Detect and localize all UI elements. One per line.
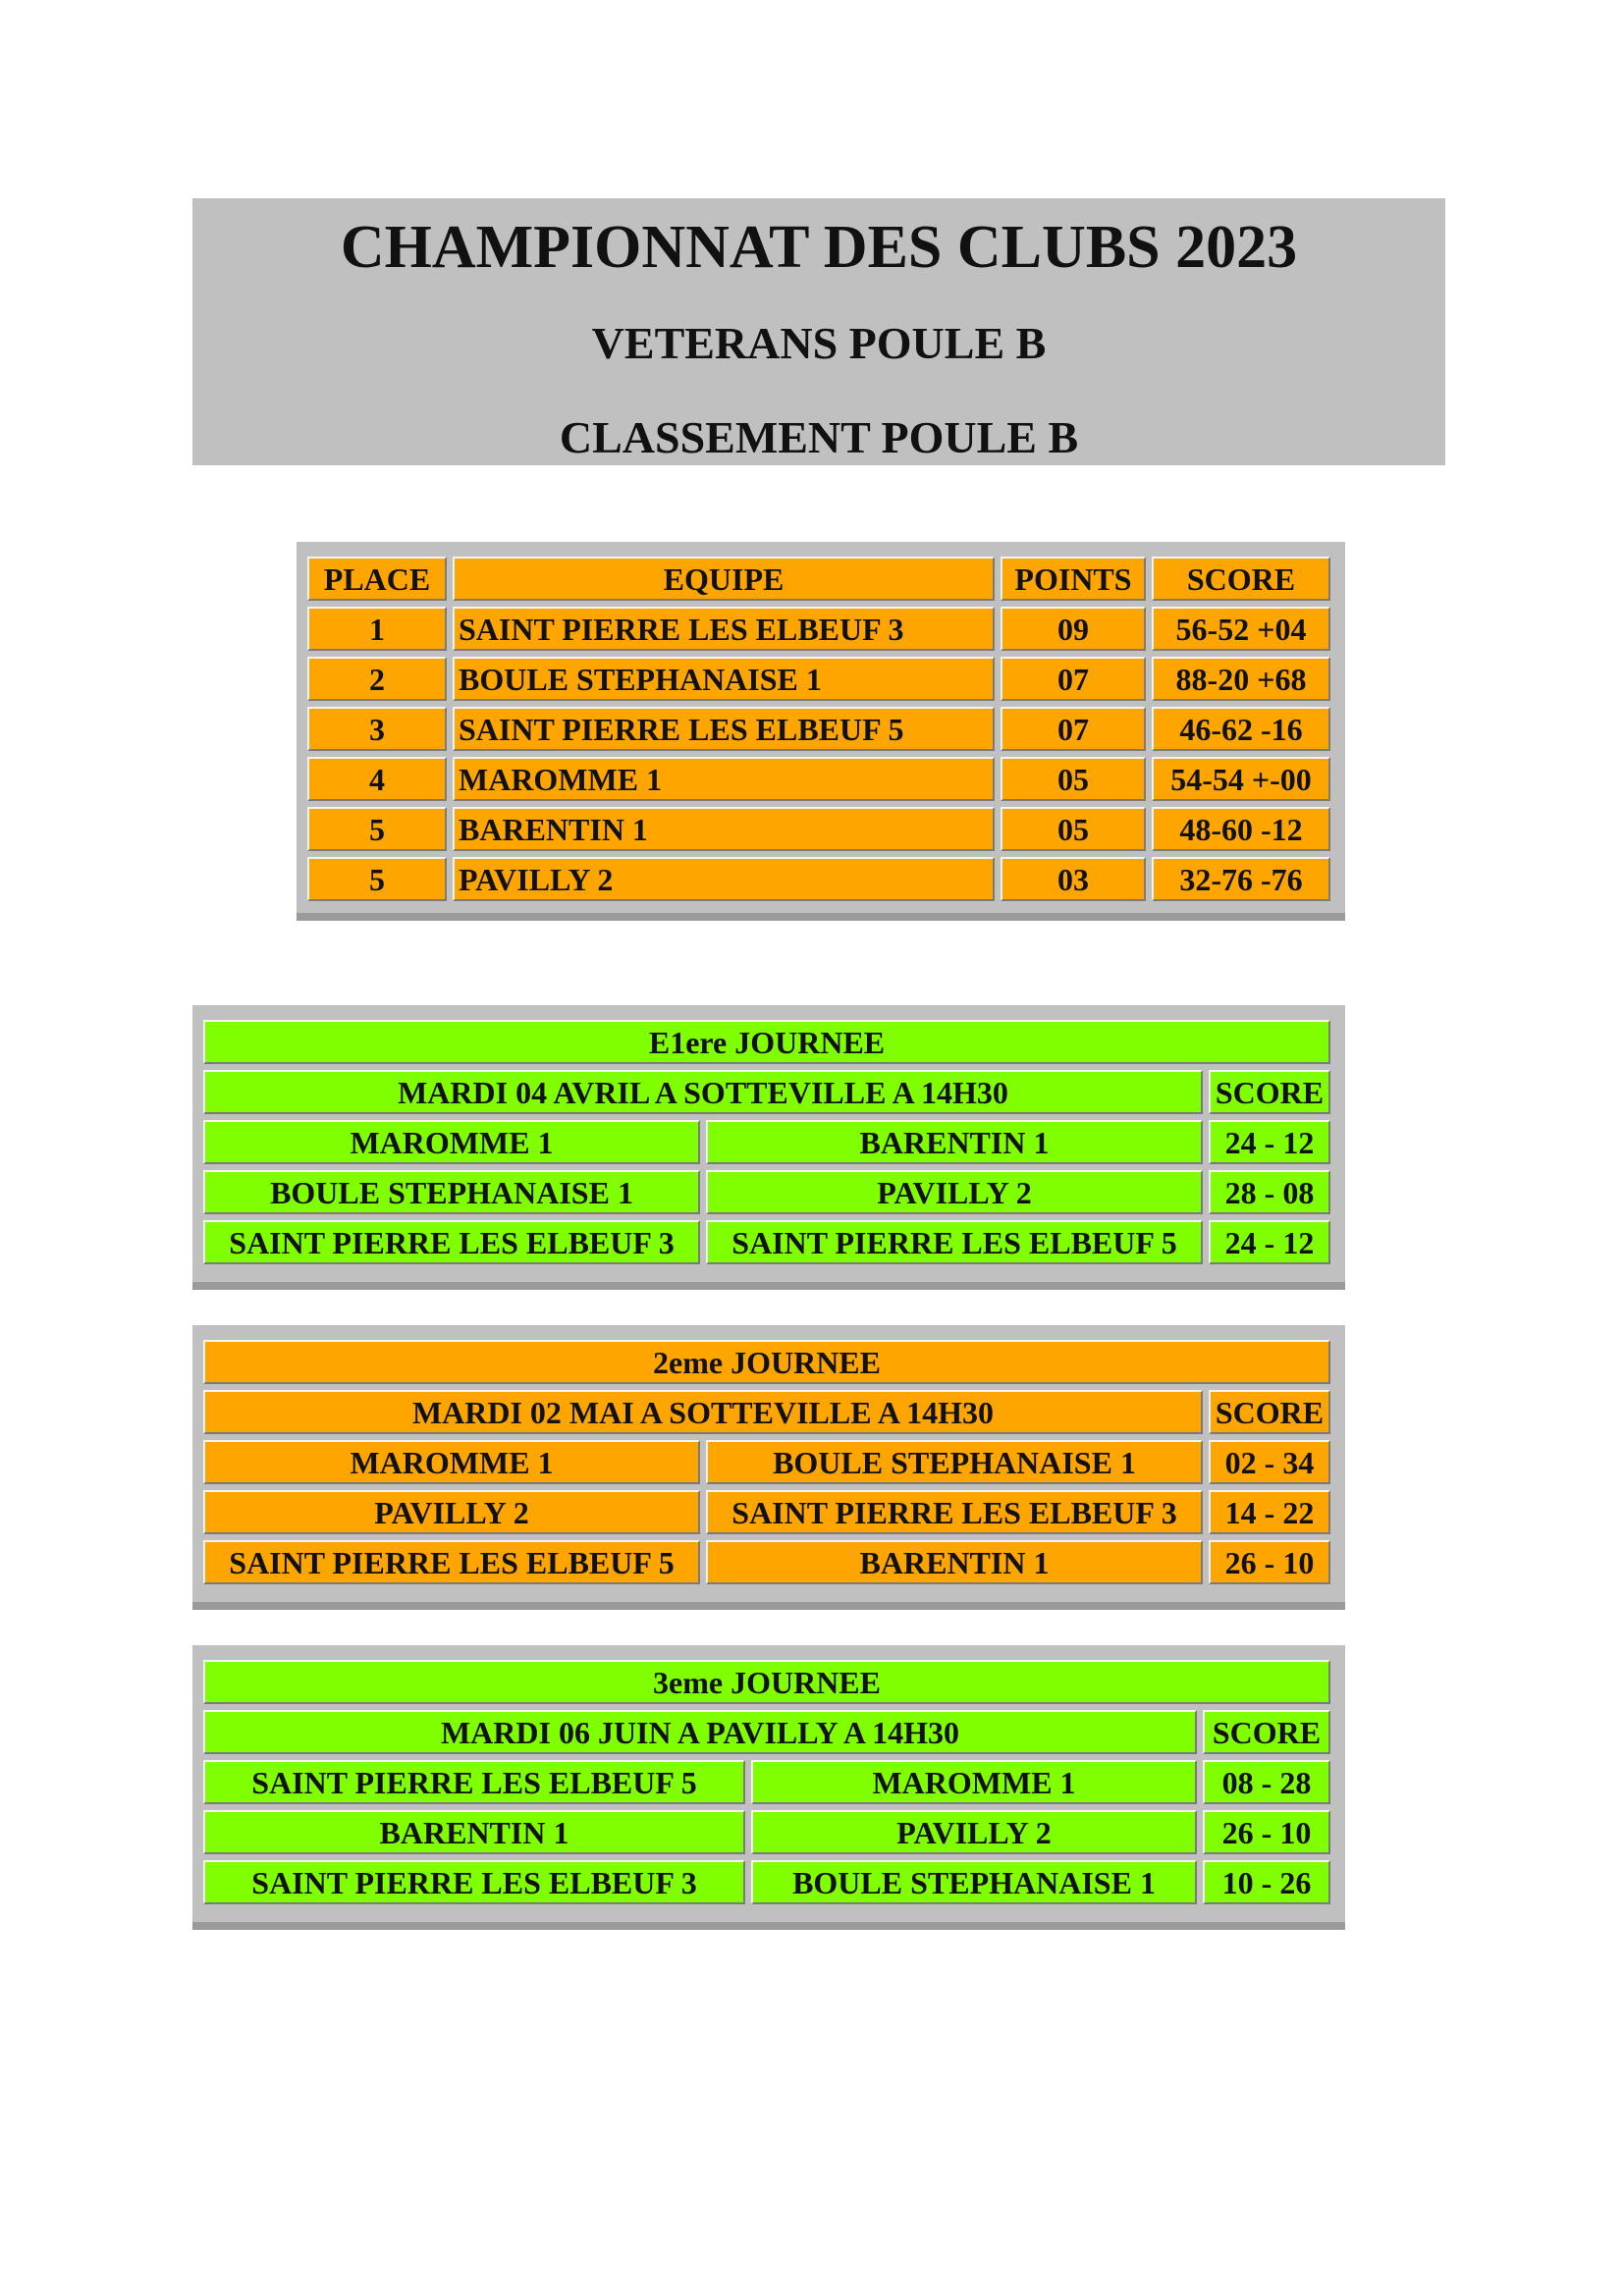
score-cell: 88-20 +68: [1152, 657, 1330, 701]
score-cell: 32-76 -76: [1152, 857, 1330, 901]
round-date: MARDI 04 AVRIL A SOTTEVILLE A 14H30: [203, 1070, 1203, 1114]
match-score: 26 - 10: [1203, 1810, 1330, 1854]
place-cell: 3: [307, 707, 447, 751]
home-team: SAINT PIERRE LES ELBEUF 3: [203, 1220, 700, 1264]
round-title-row: [203, 1020, 1330, 1064]
home-team: MAROMME 1: [203, 1440, 700, 1484]
home-team: PAVILLY 2: [203, 1490, 700, 1534]
round-date: MARDI 02 MAI A SOTTEVILLE A 14H30: [203, 1390, 1203, 1434]
match-row: [203, 1860, 1330, 1904]
points-cell: 09: [1001, 607, 1146, 651]
away-team: SAINT PIERRE LES ELBEUF 3: [706, 1490, 1203, 1534]
home-team: BOULE STEPHANAISE 1: [203, 1170, 700, 1214]
table-row: [307, 707, 1330, 751]
points-cell: 07: [1001, 707, 1146, 751]
table-row: [307, 807, 1330, 851]
away-team: PAVILLY 2: [751, 1810, 1197, 1854]
team-cell: PAVILLY 2: [453, 857, 995, 901]
round-date-row: [203, 1390, 1330, 1434]
round-1-table: [197, 1014, 1336, 1270]
away-team: PAVILLY 2: [706, 1170, 1203, 1214]
round-date: MARDI 06 JUIN A PAVILLY A 14H30: [203, 1710, 1197, 1754]
round-title-row: [203, 1340, 1330, 1384]
away-team: SAINT PIERRE LES ELBEUF 5: [706, 1220, 1203, 1264]
round-title: E1ere JOURNEE: [203, 1020, 1330, 1064]
match-score: 24 - 12: [1209, 1120, 1330, 1164]
round-date-row: [203, 1710, 1330, 1754]
match-row: [203, 1490, 1330, 1534]
away-team: MAROMME 1: [751, 1760, 1197, 1804]
match-row: [203, 1170, 1330, 1214]
home-team: SAINT PIERRE LES ELBEUF 5: [203, 1760, 745, 1804]
score-header: SCORE: [1209, 1070, 1330, 1114]
team-cell: BARENTIN 1: [453, 807, 995, 851]
page-title: CHAMPIONNAT DES CLUBS 2023: [340, 214, 1298, 281]
round-title: 2eme JOURNEE: [203, 1340, 1330, 1384]
table-row: [307, 757, 1330, 801]
round-title-row: [203, 1660, 1330, 1704]
match-row: [203, 1220, 1330, 1264]
table-row: [307, 857, 1330, 901]
away-team: BOULE STEPHANAISE 1: [706, 1440, 1203, 1484]
home-team: SAINT PIERRE LES ELBEUF 5: [203, 1540, 700, 1584]
points-cell: 07: [1001, 657, 1146, 701]
column-header-points: POINTS: [1001, 557, 1146, 601]
match-score: 10 - 26: [1203, 1860, 1330, 1904]
score-header: SCORE: [1203, 1710, 1330, 1754]
column-header-team: EQUIPE: [453, 557, 995, 601]
team-cell: MAROMME 1: [453, 757, 995, 801]
match-row: [203, 1760, 1330, 1804]
match-score: 26 - 10: [1209, 1540, 1330, 1584]
away-team: BARENTIN 1: [706, 1120, 1203, 1164]
points-cell: 05: [1001, 807, 1146, 851]
match-score: 02 - 34: [1209, 1440, 1330, 1484]
points-cell: 03: [1001, 857, 1146, 901]
column-header-place: PLACE: [307, 557, 447, 601]
place-cell: 1: [307, 607, 447, 651]
place-cell: 2: [307, 657, 447, 701]
standings-table: [301, 551, 1336, 907]
score-cell: 56-52 +04: [1152, 607, 1330, 651]
match-row: [203, 1540, 1330, 1584]
place-cell: 5: [307, 807, 447, 851]
match-row: [203, 1120, 1330, 1164]
table-row: [307, 657, 1330, 701]
score-cell: 54-54 +-00: [1152, 757, 1330, 801]
place-cell: 4: [307, 757, 447, 801]
score-cell: 48-60 -12: [1152, 807, 1330, 851]
table-row: [307, 607, 1330, 651]
match-score: 08 - 28: [1203, 1760, 1330, 1804]
section-title: CLASSEMENT POULE B: [559, 412, 1079, 462]
round-date-row: [203, 1070, 1330, 1114]
score-header: SCORE: [1209, 1390, 1330, 1434]
match-score: 28 - 08: [1209, 1170, 1330, 1214]
round-2-table: [197, 1334, 1336, 1590]
team-cell: SAINT PIERRE LES ELBEUF 5: [453, 707, 995, 751]
away-team: BOULE STEPHANAISE 1: [751, 1860, 1197, 1904]
round-title: 3eme JOURNEE: [203, 1660, 1330, 1704]
home-team: MAROMME 1: [203, 1120, 700, 1164]
away-team: BARENTIN 1: [706, 1540, 1203, 1584]
team-cell: SAINT PIERRE LES ELBEUF 3: [453, 607, 995, 651]
team-cell: BOULE STEPHANAISE 1: [453, 657, 995, 701]
home-team: BARENTIN 1: [203, 1810, 745, 1854]
score-cell: 46-62 -16: [1152, 707, 1330, 751]
column-header-score: SCORE: [1152, 557, 1330, 601]
points-cell: 05: [1001, 757, 1146, 801]
match-row: [203, 1810, 1330, 1854]
round-3-table: [197, 1654, 1336, 1910]
standings-header-row: [307, 557, 1330, 601]
match-score: 24 - 12: [1209, 1220, 1330, 1264]
home-team: SAINT PIERRE LES ELBEUF 3: [203, 1860, 745, 1904]
title-banner: [192, 198, 1445, 465]
match-row: [203, 1440, 1330, 1484]
place-cell: 5: [307, 857, 447, 901]
match-score: 14 - 22: [1209, 1490, 1330, 1534]
page-subtitle: VETERANS POULE B: [591, 318, 1047, 368]
